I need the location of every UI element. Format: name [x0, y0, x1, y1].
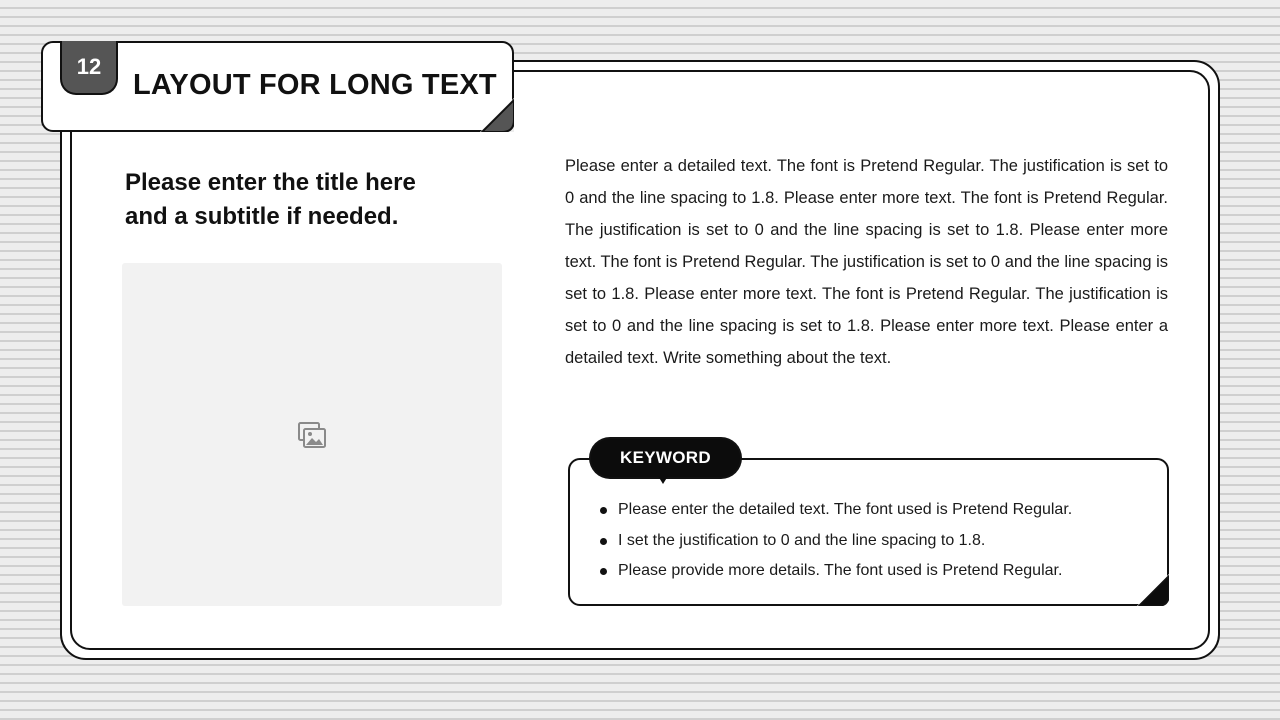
keyword-list: [598, 495, 1072, 587]
image-placeholder[interactable]: [122, 263, 502, 606]
image-placeholder-icon: [298, 422, 326, 448]
header-tab: [41, 41, 514, 132]
section-title-line-2: and a subtitle if needed.: [125, 203, 399, 230]
keyword-label: KEYWORD: [620, 448, 711, 467]
page-number-badge: 12: [60, 41, 118, 95]
pill-pointer: [658, 476, 668, 484]
keyword-label-pill: [591, 439, 740, 477]
keyword-item: Please provide more details. The font used is Pretend Regular.: [598, 556, 1072, 587]
keyword-item: Please enter the detailed text. The font used is Pretend Regular.: [598, 495, 1072, 526]
keyword-item: I set the justification to 0 and the line spacing to 1.8.: [598, 526, 1072, 557]
page-title: LAYOUT FOR LONG TEXT: [133, 69, 497, 101]
body-paragraph: Please enter a detailed text. The font is Pretend Regular. The justification is set to 0 and the line spacing to 1.8. Please enter more text. The font is Pretend Regular. The justification is set to 0 and the line spacing is set to 1.8. Please enter more text. The font is Pretend Regular. The justification is set to 0 and the line spacing is set to 1.8. Please enter more text. The font is Pretend Regular. The justification is set to 0 and the line spacing is set to 1.8. Please enter more text. Please enter a detailed text. Write something about the text.: [565, 157, 1168, 367]
section-title-line-1: Please enter the title here: [125, 169, 416, 196]
keyword-box-curl-icon: [1137, 574, 1169, 606]
section-title: [125, 166, 505, 234]
page-curl-icon: [480, 98, 514, 132]
